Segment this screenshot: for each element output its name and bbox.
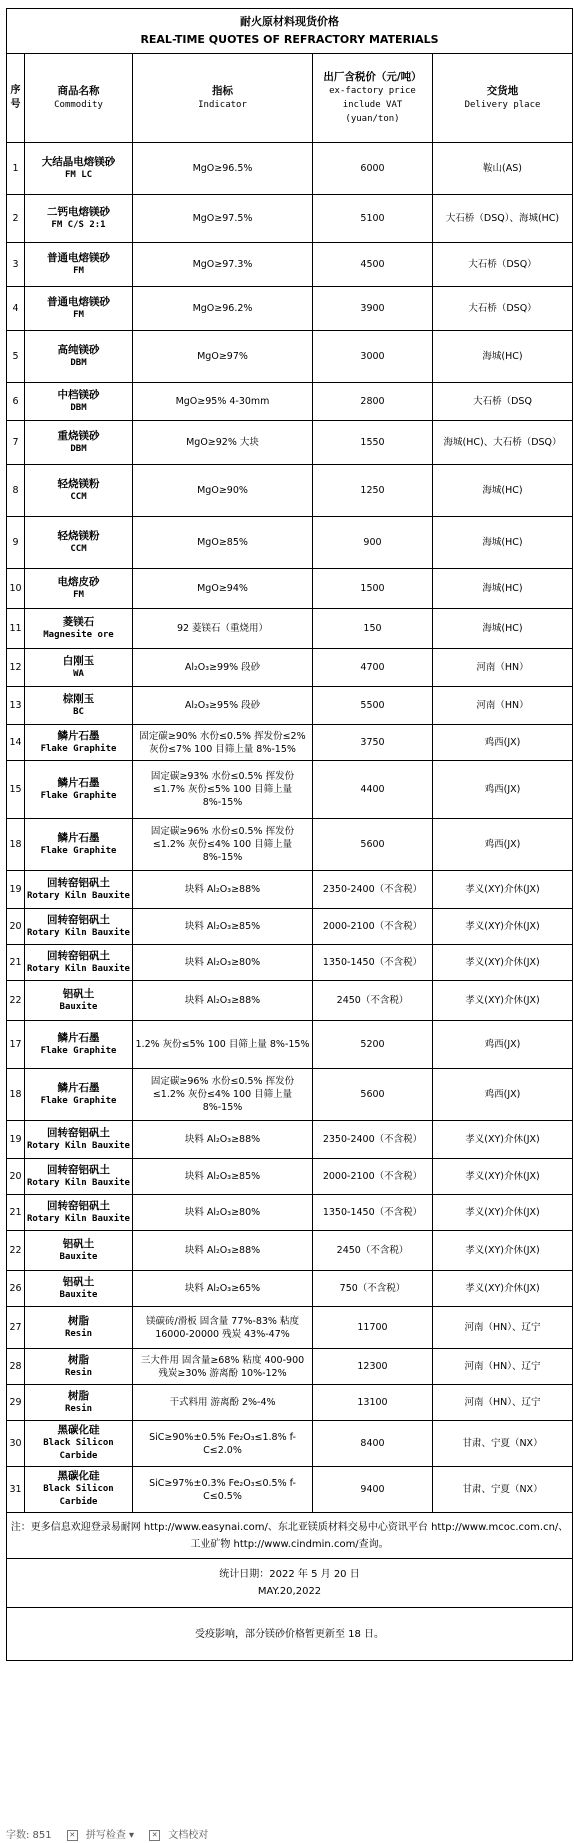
row-indicator: MgO≥96.2%: [133, 287, 313, 331]
commodity-en: FM C/S 2:1: [51, 219, 106, 230]
note-text: 注：更多信息欢迎登录易耐网 http://www.easynai.com/、东北亚镁质材料交易中心资讯平台 http://www.mcoc.com.cn/、工业矿物 http://www.cindmin.com/查询。: [7, 1513, 573, 1559]
row-indicator: 三大件用 固含量≥68% 粘度 400-900 残炭≥30% 游离酚 10%-12%: [133, 1349, 313, 1385]
row-indicator: 固定碳≥96% 水份≤0.5% 挥发份≤1.2% 灰份≤4% 100 目筛上量 8%-15%: [133, 819, 313, 871]
row-indicator: SiC≥97%±0.3% Fe₂O₃≤0.5% f-C≤0.5%: [133, 1467, 313, 1513]
row-commodity: [25, 1421, 133, 1467]
row-price: 150: [313, 609, 433, 649]
row-price: 2350-2400（不含税）: [313, 871, 433, 909]
title-en: REAL-TIME QUOTES OF REFRACTORY MATERIALS: [140, 33, 439, 46]
row-price: 2800: [313, 383, 433, 421]
commodity-cn: 鳞片石墨: [57, 776, 100, 789]
row-price: 750（不含税）: [313, 1271, 433, 1307]
commodity-cn: 回转窑铝矾土: [47, 876, 110, 889]
header-indicator-en: Indicator: [198, 100, 247, 110]
row-place: 鞍山(AS): [433, 143, 573, 195]
price-table: [6, 8, 573, 1661]
row-commodity: [25, 421, 133, 465]
table-row: [7, 981, 573, 1021]
row-commodity: [25, 687, 133, 725]
commodity-en: DBM: [70, 443, 87, 454]
table-body: [7, 143, 573, 1513]
commodity-en: Black Silicon Carbide: [43, 1438, 114, 1461]
table-row: [7, 1021, 573, 1069]
row-no: 17: [7, 1021, 25, 1069]
row-price: 900: [313, 517, 433, 569]
row-price: 5600: [313, 819, 433, 871]
commodity-en: Bauxite: [59, 1251, 98, 1262]
table-title: [7, 9, 573, 54]
proofread-label: 文档校对: [168, 1830, 209, 1841]
table-row: [7, 143, 573, 195]
row-commodity: [25, 1231, 133, 1271]
row-indicator: Al₂O₃≥95% 段砂: [133, 687, 313, 725]
row-commodity: [25, 1271, 133, 1307]
row-price: 13100: [313, 1385, 433, 1421]
row-place: 孝义(XY)介休(JX): [433, 1231, 573, 1271]
row-indicator: 干式料用 游离酚 2%-4%: [133, 1385, 313, 1421]
table-row: [7, 243, 573, 287]
row-price: 2000-2100（不含税）: [313, 909, 433, 945]
row-place: 甘肃、宁夏（NX）: [433, 1421, 573, 1467]
header-no: 序号: [7, 54, 25, 143]
row-commodity: [25, 1021, 133, 1069]
row-no: 10: [7, 569, 25, 609]
row-price: 1350-1450（不含税）: [313, 945, 433, 981]
row-place: 海城(HC): [433, 331, 573, 383]
row-commodity: [25, 287, 133, 331]
row-price: 9400: [313, 1467, 433, 1513]
header-commodity-cn: 商品名称: [57, 85, 100, 97]
row-place: 孝义(XY)介休(JX): [433, 909, 573, 945]
row-commodity: [25, 1195, 133, 1231]
table-row: [7, 421, 573, 465]
row-indicator: Al₂O₃≥99% 段砂: [133, 649, 313, 687]
table-row: [7, 725, 573, 761]
commodity-en: Black Silicon Carbide: [43, 1484, 114, 1507]
row-place: 河南（HN）、辽宁: [433, 1307, 573, 1349]
row-indicator: 92 菱镁石（重烧用）: [133, 609, 313, 649]
commodity-cn: 黑碳化硅: [57, 1470, 100, 1482]
date-cn: 统计日期：2022 年 5 月 20 日: [219, 1569, 360, 1580]
row-no: 22: [7, 981, 25, 1021]
header-place-cn: 交货地: [486, 85, 519, 97]
table-row: [7, 1121, 573, 1159]
row-indicator: 块料 Al₂O₃≥88%: [133, 871, 313, 909]
row-no: 5: [7, 331, 25, 383]
row-commodity: [25, 871, 133, 909]
commodity-en: WA: [73, 668, 84, 679]
commodity-cn: 铝矾土: [62, 1237, 95, 1250]
row-commodity: [25, 143, 133, 195]
row-commodity: [25, 517, 133, 569]
row-place: 大石桥（DSQ）: [433, 287, 573, 331]
table-row: [7, 383, 573, 421]
row-commodity: [25, 1159, 133, 1195]
row-price: 3000: [313, 331, 433, 383]
row-indicator: MgO≥92% 大块: [133, 421, 313, 465]
row-no: 31: [7, 1467, 25, 1513]
header-indicator: [133, 54, 313, 143]
table-row: [7, 1421, 573, 1467]
commodity-cn: 白刚玉: [62, 654, 95, 667]
stat-date: [7, 1559, 573, 1608]
row-indicator: MgO≥96.5%: [133, 143, 313, 195]
row-place: 大石桥（DSQ）、海城(HC): [433, 195, 573, 243]
title-cn: 耐火原材料现货价格: [240, 15, 340, 28]
row-place: 河南（HN）、辽宁: [433, 1385, 573, 1421]
commodity-en: FM: [73, 309, 84, 320]
word-count: 字数: 851: [6, 1830, 52, 1841]
commodity-cn: 回转窑铝矾土: [47, 1163, 110, 1176]
row-price: 5500: [313, 687, 433, 725]
row-place: 孝义(XY)介休(JX): [433, 1159, 573, 1195]
row-commodity: [25, 1121, 133, 1159]
row-place: 鸡西(JX): [433, 725, 573, 761]
row-no: 4: [7, 287, 25, 331]
table-row: [7, 1467, 573, 1513]
row-indicator: 块料 Al₂O₃≥85%: [133, 909, 313, 945]
row-commodity: [25, 1467, 133, 1513]
row-indicator: 固定碳≥93% 水份≤0.5% 挥发份≤1.7% 灰份≤5% 100 目筛上量 8%-15%: [133, 761, 313, 819]
row-indicator: 块料 Al₂O₃≥65%: [133, 1271, 313, 1307]
row-indicator: 块料 Al₂O₃≥85%: [133, 1159, 313, 1195]
row-price: 2450（不含税）: [313, 1231, 433, 1271]
row-indicator: MgO≥94%: [133, 569, 313, 609]
row-price: 4500: [313, 243, 433, 287]
row-indicator: 1.2% 灰份≤5% 100 目筛上量 8%-15%: [133, 1021, 313, 1069]
header-place-en: Delivery place: [464, 100, 541, 110]
row-no: 28: [7, 1349, 25, 1385]
row-place: 河南（HN）: [433, 649, 573, 687]
row-no: 7: [7, 421, 25, 465]
commodity-en: Flake Graphite: [40, 1045, 117, 1056]
table-row: [7, 1385, 573, 1421]
row-commodity: [25, 981, 133, 1021]
commodity-en: Resin: [64, 1403, 93, 1414]
row-indicator: 块料 Al₂O₃≥88%: [133, 981, 313, 1021]
commodity-en: Flake Graphite: [40, 743, 117, 754]
footer-text: 受疫影响，部分镁砂价格暂更新至 18 日。: [7, 1608, 573, 1661]
row-no: 22: [7, 1231, 25, 1271]
row-commodity: [25, 1349, 133, 1385]
row-place: 海城(HC): [433, 569, 573, 609]
commodity-cn: 鳞片石墨: [57, 831, 100, 844]
row-commodity: [25, 331, 133, 383]
commodity-en: FM: [73, 265, 84, 276]
commodity-en: Rotary Kiln Bauxite: [27, 1213, 130, 1224]
commodity-en: Magnesite ore: [43, 629, 114, 640]
row-place: 孝义(XY)介休(JX): [433, 1271, 573, 1307]
row-place: 孝义(XY)介休(JX): [433, 981, 573, 1021]
commodity-cn: 铝矾土: [62, 987, 95, 1000]
row-place: 鸡西(JX): [433, 819, 573, 871]
commodity-en: Resin: [64, 1367, 93, 1378]
commodity-cn: 重烧镁砂: [57, 429, 100, 442]
row-price: 2350-2400（不含税）: [313, 1121, 433, 1159]
commodity-cn: 回转窑铝矾土: [47, 1126, 110, 1139]
row-no: 18: [7, 1069, 25, 1121]
row-commodity: [25, 609, 133, 649]
table-row: [7, 287, 573, 331]
row-place: 孝义(XY)介休(JX): [433, 1121, 573, 1159]
row-no: 9: [7, 517, 25, 569]
row-price: 1250: [313, 465, 433, 517]
commodity-cn: 轻烧镁粉: [57, 477, 100, 490]
row-commodity: [25, 649, 133, 687]
row-indicator: MgO≥97.5%: [133, 195, 313, 243]
row-price: 3750: [313, 725, 433, 761]
commodity-cn: 大结晶电熔镁砂: [41, 155, 116, 168]
row-price: 5200: [313, 1021, 433, 1069]
row-place: 鸡西(JX): [433, 1021, 573, 1069]
commodity-en: Bauxite: [59, 1001, 98, 1012]
commodity-cn: 普通电熔镁砂: [47, 295, 110, 308]
commodity-en: FM LC: [64, 169, 93, 180]
row-indicator: 块料 Al₂O₃≥88%: [133, 1231, 313, 1271]
date-en: MAY.20,2022: [257, 1586, 322, 1597]
table-row: [7, 649, 573, 687]
table-row: [7, 909, 573, 945]
row-place: 鸡西(JX): [433, 761, 573, 819]
table-row: [7, 871, 573, 909]
commodity-en: Flake Graphite: [40, 790, 117, 801]
row-indicator: 镁碳砖/滑板 固含量 77%-83% 粘度 16000-20000 残炭 43%-47%: [133, 1307, 313, 1349]
table-row: [7, 1069, 573, 1121]
row-place: 河南（HN）: [433, 687, 573, 725]
proofread-button[interactable]: [143, 1830, 208, 1841]
row-place: 孝义(XY)介休(JX): [433, 945, 573, 981]
row-price: 12300: [313, 1349, 433, 1385]
header-place: [433, 54, 573, 143]
commodity-cn: 黑碳化硅: [57, 1424, 100, 1436]
spellcheck-icon: ✕: [67, 1830, 78, 1841]
row-no: 8: [7, 465, 25, 517]
row-price: 6000: [313, 143, 433, 195]
row-no: 12: [7, 649, 25, 687]
table-row: [7, 1231, 573, 1271]
row-no: 27: [7, 1307, 25, 1349]
commodity-cn: 高纯镁砂: [57, 343, 100, 356]
row-no: 21: [7, 1195, 25, 1231]
commodity-cn: 中档镁砂: [57, 388, 100, 401]
header-price-en3: (yuan/ton): [345, 114, 400, 124]
header-indicator-cn: 指标: [212, 85, 233, 97]
table-row: [7, 819, 573, 871]
row-commodity: [25, 725, 133, 761]
row-no: 21: [7, 945, 25, 981]
spellcheck-label: 拼写检查: [85, 1830, 126, 1841]
row-place: 海城(HC)、大石桥（DSQ）: [433, 421, 573, 465]
commodity-cn: 鳞片石墨: [57, 1031, 100, 1044]
commodity-en: Rotary Kiln Bauxite: [27, 927, 130, 938]
row-place: 孝义(XY)介休(JX): [433, 1195, 573, 1231]
row-price: 5100: [313, 195, 433, 243]
commodity-en: CCM: [70, 491, 87, 502]
commodity-en: FM: [73, 589, 84, 600]
row-indicator: 固定碳≥96% 水份≤0.5% 挥发份≤1.2% 灰份≤4% 100 目筛上量 8%-15%: [133, 1069, 313, 1121]
row-indicator: MgO≥97.3%: [133, 243, 313, 287]
commodity-en: DBM: [70, 357, 87, 368]
commodity-cn: 铝矾土: [62, 1275, 95, 1288]
table-row: [7, 687, 573, 725]
table-row: [7, 517, 573, 569]
table-row: [7, 331, 573, 383]
header-commodity-en: Commodity: [54, 100, 103, 110]
commodity-cn: 回转窑铝矾土: [47, 949, 110, 962]
row-price: 2000-2100（不含税）: [313, 1159, 433, 1195]
commodity-cn: 电熔皮砂: [57, 575, 100, 588]
row-indicator: 块料 Al₂O₃≥80%: [133, 1195, 313, 1231]
row-place: 海城(HC): [433, 517, 573, 569]
row-commodity: [25, 243, 133, 287]
row-no: 20: [7, 909, 25, 945]
row-no: 14: [7, 725, 25, 761]
row-price: 3900: [313, 287, 433, 331]
spellcheck-button[interactable]: ✕ 拼写检查 ▾: [61, 1830, 134, 1841]
proofread-icon: ✕: [149, 1830, 160, 1841]
row-price: 2450（不含税）: [313, 981, 433, 1021]
table-row: [7, 1195, 573, 1231]
commodity-cn: 树脂: [68, 1314, 89, 1327]
header-price-en1: ex-factory price: [329, 86, 416, 96]
table-row: [7, 1271, 573, 1307]
row-price: 1500: [313, 569, 433, 609]
commodity-cn: 二钙电熔镁砂: [47, 205, 110, 218]
row-price: 4400: [313, 761, 433, 819]
row-price: 4700: [313, 649, 433, 687]
status-bar: [0, 1828, 574, 1843]
commodity-cn: 树脂: [68, 1389, 89, 1402]
row-no: 11: [7, 609, 25, 649]
row-no: 3: [7, 243, 25, 287]
row-indicator: SiC≥90%±0.5% Fe₂O₃≤1.8% f-C≤2.0%: [133, 1421, 313, 1467]
row-commodity: [25, 819, 133, 871]
row-commodity: [25, 1385, 133, 1421]
table-row: [7, 761, 573, 819]
commodity-cn: 树脂: [68, 1353, 89, 1366]
row-place: 鸡西(JX): [433, 1069, 573, 1121]
commodity-en: CCM: [70, 543, 87, 554]
row-indicator: 固定碳≥90% 水份≤0.5% 挥发份≤2% 灰份≤7% 100 目筛上量 8%-15%: [133, 725, 313, 761]
commodity-en: Flake Graphite: [40, 845, 117, 856]
row-place: 河南（HN）、辽宁: [433, 1349, 573, 1385]
row-commodity: [25, 195, 133, 243]
row-price: 8400: [313, 1421, 433, 1467]
row-no: 13: [7, 687, 25, 725]
table-row: [7, 195, 573, 243]
table-row: [7, 609, 573, 649]
table-row: [7, 569, 573, 609]
commodity-en: Rotary Kiln Bauxite: [27, 890, 130, 901]
commodity-cn: 轻烧镁粉: [57, 529, 100, 542]
table-row: [7, 1159, 573, 1195]
row-no: 19: [7, 871, 25, 909]
commodity-en: Rotary Kiln Bauxite: [27, 1140, 130, 1151]
row-place: 海城(HC): [433, 609, 573, 649]
row-commodity: [25, 465, 133, 517]
price-sheet: [6, 8, 572, 1661]
commodity-en: DBM: [70, 402, 87, 413]
row-indicator: MgO≥97%: [133, 331, 313, 383]
row-no: 2: [7, 195, 25, 243]
table-row: [7, 1307, 573, 1349]
commodity-en: Flake Graphite: [40, 1095, 117, 1106]
row-commodity: [25, 1307, 133, 1349]
row-commodity: [25, 909, 133, 945]
row-indicator: 块料 Al₂O₃≥80%: [133, 945, 313, 981]
header-row: [7, 54, 573, 143]
row-no: 18: [7, 819, 25, 871]
commodity-cn: 棕刚玉: [62, 692, 95, 705]
commodity-en: Rotary Kiln Bauxite: [27, 963, 130, 974]
table-row: [7, 465, 573, 517]
commodity-cn: 普通电熔镁砂: [47, 251, 110, 264]
commodity-cn: 回转窑铝矾土: [47, 1199, 110, 1212]
row-no: 15: [7, 761, 25, 819]
commodity-en: Resin: [64, 1328, 93, 1339]
row-price: 5600: [313, 1069, 433, 1121]
commodity-cn: 鳞片石墨: [57, 729, 100, 742]
row-indicator: MgO≥85%: [133, 517, 313, 569]
row-no: 29: [7, 1385, 25, 1421]
row-commodity: [25, 761, 133, 819]
commodity-cn: 回转窑铝矾土: [47, 913, 110, 926]
row-no: 6: [7, 383, 25, 421]
row-commodity: [25, 569, 133, 609]
row-indicator: 块料 Al₂O₃≥88%: [133, 1121, 313, 1159]
row-commodity: [25, 1069, 133, 1121]
header-price-en2: include VAT: [342, 100, 403, 110]
row-no: 26: [7, 1271, 25, 1307]
row-price: 1550: [313, 421, 433, 465]
header-price: [313, 54, 433, 143]
commodity-en: BC: [73, 706, 84, 717]
row-price: 1350-1450（不含税）: [313, 1195, 433, 1231]
row-indicator: MgO≥90%: [133, 465, 313, 517]
row-place: 大石桥（DSQ: [433, 383, 573, 421]
row-place: 孝义(XY)介休(JX): [433, 871, 573, 909]
row-no: 20: [7, 1159, 25, 1195]
commodity-en: Rotary Kiln Bauxite: [27, 1177, 130, 1188]
row-place: 海城(HC): [433, 465, 573, 517]
row-place: 大石桥（DSQ）: [433, 243, 573, 287]
commodity-cn: 鳞片石墨: [57, 1081, 100, 1094]
row-commodity: [25, 383, 133, 421]
table-row: [7, 1349, 573, 1385]
row-no: 30: [7, 1421, 25, 1467]
header-price-cn: 出厂含税价（元/吨）: [323, 71, 422, 83]
table-row: [7, 945, 573, 981]
commodity-cn: 菱镁石: [62, 615, 95, 628]
row-price: 11700: [313, 1307, 433, 1349]
row-commodity: [25, 945, 133, 981]
row-indicator: MgO≥95% 4-30mm: [133, 383, 313, 421]
row-place: 甘肃、宁夏（NX）: [433, 1467, 573, 1513]
row-no: 19: [7, 1121, 25, 1159]
row-no: 1: [7, 143, 25, 195]
commodity-en: Bauxite: [59, 1289, 98, 1300]
header-commodity: [25, 54, 133, 143]
